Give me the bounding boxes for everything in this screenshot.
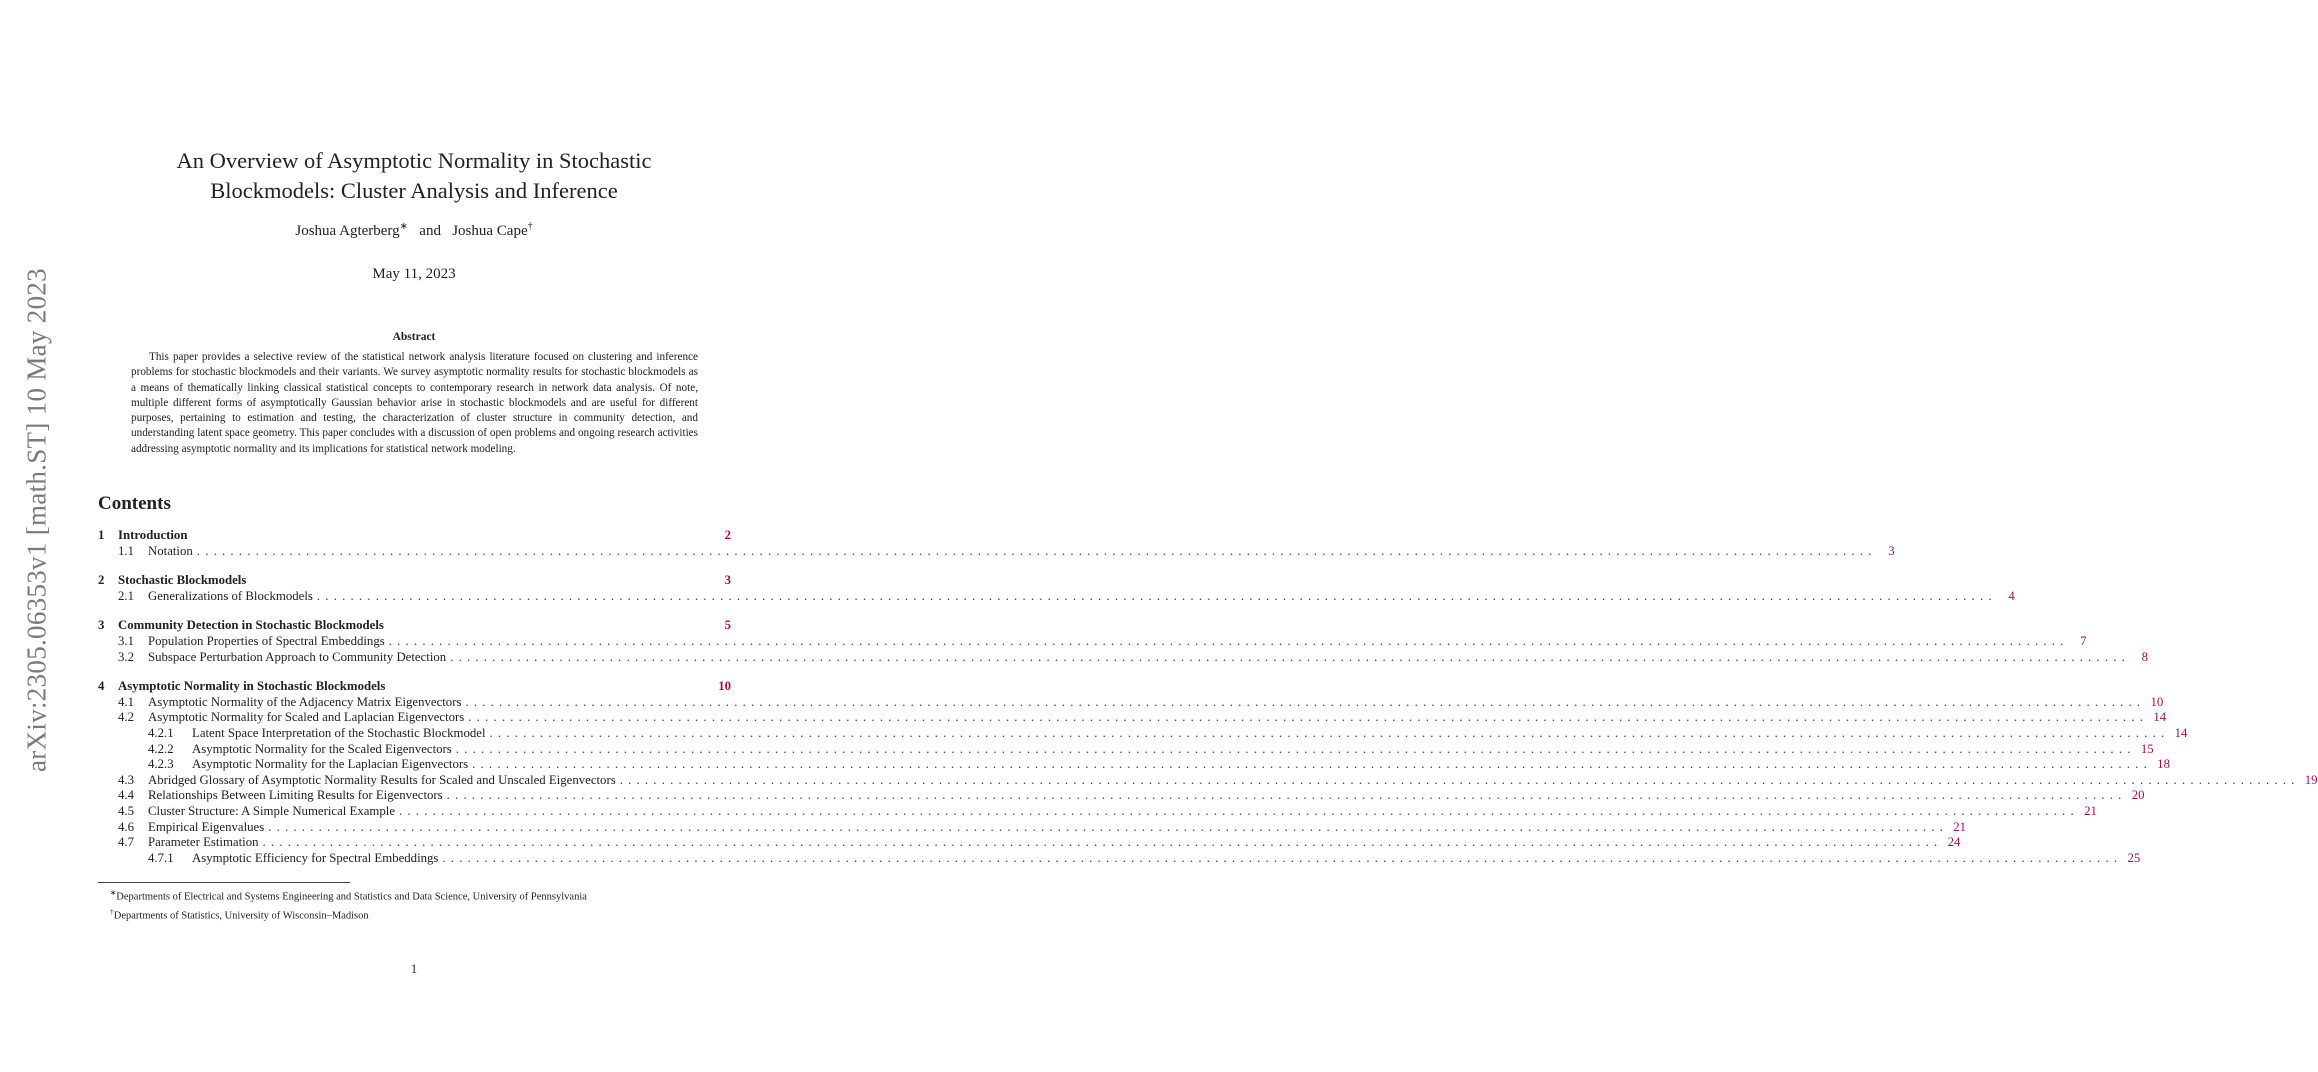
toc-entry-number: 3.1 [118,634,134,648]
toc-entry-number: 4.6 [118,819,134,834]
toc-page-link[interactable]: 21 [2084,804,2097,818]
footnote-divider [98,882,350,883]
toc-entry-number: 4.2 [118,710,134,725]
toc-entry[interactable] [98,757,2170,773]
footnotes [110,886,730,923]
toc-leader-dots: ........................................................................................................................................................................................................ [262,835,1943,850]
toc-entry[interactable] [98,528,731,544]
toc-entry-label[interactable]: Asymptotic Normality for the Scaled Eigenvectors [192,741,452,756]
arxiv-sidebar [12,265,62,775]
contents-heading: Contents [98,493,171,514]
toc-entry-label[interactable]: Empirical Eigenvalues [148,819,265,834]
toc-entry-number: 4.2.2 [148,741,174,756]
toc-entry-number: 4.5 [118,804,134,818]
toc-entry-label[interactable]: Introduction [118,528,188,542]
arxiv-identifier: arXiv:2305.06353v1 [math.ST] 10 May 2023 [21,268,52,772]
toc-entry-label[interactable]: Asymptotic Normality of the Adjacency Matrix Eigenvectors [148,694,462,709]
toc-leader-dots: ........................................................................................................................................................................................................ [388,634,2069,648]
abstract-text: This paper provides a selective review of the statistical network analysis literature focused on clustering and inference problems for stochastic blockmodels and their variants. We survey asymptotic normality results for stochastic blockmodels as a means of thematically linking classical statistical concepts to contemporary research in network data analysis. Of note, multiple different forms of asymptotically Gaussian behavior arise in stochastic blockmodels and are useful for different purposes, pertaining to estimation and testing, the characterization of cluster structure in community detection, and understanding latent space geometry. This paper concludes with a discussion of open problems and ongoing research activities addressing asymptotic normality and its implications for statistical network modeling. [131,351,698,455]
footnote-2 [110,905,730,924]
toc-entry-number: 3 [98,618,105,633]
toc-entry-number: 4.7 [118,835,134,850]
footnote-1 [110,886,730,905]
toc-entry-label[interactable]: Relationships Between Limiting Results for Eigenvectors [148,788,443,803]
title-line-1: An Overview of Asymptotic Normality in Stochastic [176,148,652,173]
author-1: Joshua Agterberg [295,223,400,239]
footnote-1-mark: ∗ [110,888,117,897]
author-conjunction: and [419,223,441,239]
toc-entry[interactable] [98,819,1967,836]
toc-page-link[interactable]: 21 [1953,819,1967,834]
toc-entry[interactable] [98,588,2015,605]
toc-page-link[interactable]: 24 [1947,835,1961,850]
paper-title [98,146,730,206]
toc-page-link[interactable]: 3 [1888,543,1895,558]
toc-entry-number: 4.4 [118,788,134,803]
toc-entry-number: 4 [98,679,105,694]
toc-entry-label[interactable]: Notation [148,543,193,558]
toc-leader-dots: ........................................................................................................................................................................................................ [268,819,1949,834]
toc-entry[interactable] [98,788,2145,804]
toc-entry-label[interactable]: Asymptotic Efficiency for Spectral Embeddings [192,850,439,865]
toc-leader-dots: ........................................................................................................................................................................................................ [489,726,2170,740]
toc-entry-number: 4.2.3 [148,757,174,772]
footnote-2-text: Departments of Statistics, University of Wisconsin–Madison [113,910,369,921]
toc-entry-number: 4.3 [118,772,134,787]
toc-leader-dots: ........................................................................................................................................................................................................ [465,694,2146,709]
toc-entry-number: 3.2 [118,649,134,664]
toc-entry[interactable] [98,850,2141,867]
toc-entry[interactable] [98,573,731,589]
toc-entry-label[interactable]: Asymptotic Normality for Scaled and Laplacian Eigenvectors [148,710,465,725]
toc-entry[interactable] [98,835,1961,851]
toc-page-link[interactable]: 10 [718,679,731,694]
toc-entry[interactable] [98,772,2318,789]
toc-entry-number: 4.7.1 [148,850,174,865]
toc-entry[interactable] [98,726,2188,742]
toc-entry-label[interactable]: Cluster Structure: A Simple Numerical Example [148,804,396,818]
toc-leader-dots: ........................................................................................................................................................................................................ [450,649,2131,664]
toc-entry-number: 1.1 [118,543,134,558]
toc-page-link[interactable]: 2 [724,528,731,542]
toc-page-link[interactable]: 10 [2150,694,2164,709]
toc-entry[interactable] [98,694,2164,711]
toc-entry-number: 1 [98,528,105,542]
title-line-2: Blockmodels: Cluster Analysis and Inference [210,178,618,203]
toc-entry[interactable] [98,543,1895,560]
toc-page-link[interactable]: 15 [2140,741,2154,756]
author-1-footnote-mark[interactable]: ∗ [399,221,409,232]
toc-leader-dots: ........................................................................................................................................................................................................ [316,588,1997,603]
toc-entry[interactable] [98,634,2087,650]
toc-entry-number: 4.1 [118,694,134,709]
abstract-heading: Abstract [392,331,436,343]
toc-leader-dots: ........................................................................................................................................................................................................ [619,772,2300,787]
toc-leader-dots: ........................................................................................................................................................................................................ [399,804,2079,818]
toc-page-link[interactable]: 20 [2131,788,2145,803]
toc-entry-number: 2 [98,573,105,588]
toc-entry[interactable] [98,741,2154,758]
toc-entry-label[interactable]: Abridged Glossary of Asymptotic Normality Results for Scaled and Unscaled Eigenvectors [148,772,616,787]
toc-page-link[interactable]: 8 [2141,649,2149,664]
toc-leader-dots: ........................................................................................................................................................................................................ [446,788,2127,803]
toc-entry-number: 4.2.1 [148,726,174,740]
toc-leader-dots: ........................................................................................................................................................................................................ [455,741,2136,756]
toc-entry[interactable] [98,618,731,634]
footnote-1-text: Departments of Electrical and Systems Engineering and Statistics and Data Science, University of Pennsylvania [116,891,587,903]
toc-entry[interactable] [98,804,2097,820]
toc-page-link[interactable]: 18 [2157,757,2170,772]
toc-entry-label[interactable]: Asymptotic Normality for the Laplacian Eigenvectors [192,757,469,772]
toc-page-link[interactable]: 5 [724,618,731,633]
toc-page-link[interactable]: 14 [2174,726,2188,740]
toc-entry-label[interactable]: Generalizations of Blockmodels [148,588,313,603]
toc-page-link[interactable]: 4 [2008,588,2015,603]
toc-leader-dots: ........................................................................................................................................................................................................ [196,543,1877,558]
toc-leader-dots: ........................................................................................................................................................................................................ [472,757,2152,772]
toc-page-link[interactable]: 7 [2080,634,2087,648]
toc-page-link[interactable]: 3 [724,573,731,588]
author-2: Joshua Cape [452,223,528,239]
toc-page-link[interactable]: 14 [2153,710,2167,725]
author-2-footnote-mark[interactable]: † [527,221,533,232]
toc-leader-dots: ........................................................................................................................................................................................................ [442,850,2123,865]
author-list [98,221,730,240]
toc-page-link[interactable]: 19 [2304,772,2318,787]
toc-entry-label[interactable]: Asymptotic Normality in Stochastic Blockmodels [118,679,386,694]
toc-entry-label[interactable]: Community Detection in Stochastic Blockmodels [118,618,384,633]
toc-entry-label[interactable]: Latent Space Interpretation of the Stochastic Blockmodel [192,726,486,740]
paper-date: May 11, 2023 [372,266,456,282]
toc-entry[interactable] [98,649,2149,666]
toc-entry-label[interactable]: Population Properties of Spectral Embeddings [148,634,385,648]
toc-entry-label[interactable]: Parameter Estimation [148,835,259,850]
toc-entry[interactable] [98,679,731,695]
toc-leader-dots: ........................................................................................................................................................................................................ [468,710,2149,725]
footnote-2-mark: † [110,906,114,916]
page-number: 1 [410,962,418,976]
toc-entry-number: 2.1 [118,588,134,603]
toc-page-link[interactable]: 25 [2127,850,2141,865]
toc-entry[interactable] [98,710,2167,726]
toc-entry-label[interactable]: Stochastic Blockmodels [118,573,247,588]
toc-entry-label[interactable]: Subspace Perturbation Approach to Community Detection [148,649,447,664]
